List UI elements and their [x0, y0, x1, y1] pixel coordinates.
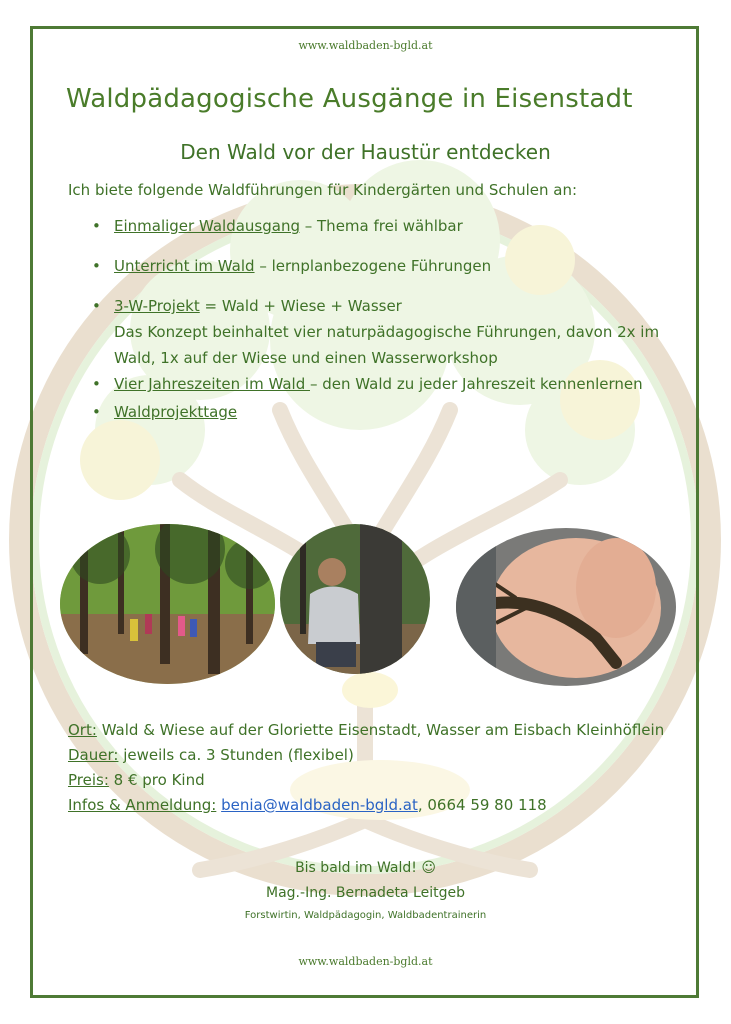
price-value: 8 € pro Kind	[108, 771, 205, 789]
intro-text: Ich biete folgende Waldführungen für Kindergärten und Schulen an:	[68, 181, 578, 199]
offer-text: = Wald + Wiese + Wasser	[199, 297, 402, 315]
offer-label: Einmaliger Waldausgang	[114, 217, 300, 235]
info-duration	[68, 743, 668, 768]
location-value: Wald & Wiese auf der Gloriette Eisenstadt, Wasser am Eisbach Kleinhöflein	[96, 721, 665, 739]
info-location	[68, 718, 668, 743]
bullet-icon: •	[92, 403, 101, 421]
info-registration	[68, 793, 668, 818]
list-item	[90, 371, 680, 397]
phone-number: , 0664 59 80 118	[417, 796, 547, 814]
offer-label: Unterricht im Wald	[114, 257, 255, 275]
info-price	[68, 768, 668, 793]
location-label: Ort:	[68, 721, 97, 739]
list-item	[90, 253, 680, 279]
footer-url[interactable]: www.waldbaden-bgld.at	[298, 955, 433, 968]
duration-label: Dauer:	[68, 746, 119, 764]
offer-label: 3-W-Projekt	[114, 297, 200, 315]
author-roles: Forstwirtin, Waldpädagogin, Waldbadentrainerin	[244, 910, 487, 921]
list-item	[90, 293, 680, 371]
author-name: Mag.-Ing. Bernadeta Leitgeb	[266, 885, 465, 901]
photo-crayfish	[456, 528, 676, 686]
offer-text: – den Wald zu jeder Jahreszeit kennenlernen	[310, 375, 643, 393]
bullet-icon: •	[92, 297, 101, 315]
info-block	[68, 718, 668, 818]
bullet-icon: •	[92, 217, 101, 235]
registration-label: Infos & Anmeldung:	[68, 796, 217, 814]
offer-detail: Das Konzept beinhaltet vier naturpädagogische Führungen, davon 2x im Wald, 1x auf der Wiese und einen Wasserworkshop	[114, 323, 660, 367]
offer-label: Vier Jahreszeiten im Wald	[114, 375, 310, 393]
page-title: Waldpädagogische Ausgänge in Eisenstadt	[66, 84, 633, 114]
offer-label: Waldprojekttage	[114, 403, 238, 421]
header-url[interactable]: www.waldbaden-bgld.at	[298, 39, 433, 52]
offer-list	[90, 213, 680, 425]
offer-text: – Thema frei wählbar	[299, 217, 463, 235]
page-subtitle: Den Wald vor der Haustür entdecken	[180, 140, 551, 164]
greeting: Bis bald im Wald! ☺	[295, 860, 436, 876]
list-item	[90, 399, 680, 425]
offer-text: – lernplanbezogene Führungen	[254, 257, 492, 275]
bullet-icon: •	[92, 257, 101, 275]
bullet-icon: •	[92, 375, 101, 393]
price-label: Preis:	[68, 771, 109, 789]
list-item	[90, 213, 680, 239]
email-link[interactable]: benia@waldbaden-bgld.at	[221, 796, 418, 814]
photo-tree-hug	[280, 524, 430, 674]
duration-value: jeweils ca. 3 Stunden (flexibel)	[118, 746, 354, 764]
photo-forest-group	[60, 524, 275, 684]
